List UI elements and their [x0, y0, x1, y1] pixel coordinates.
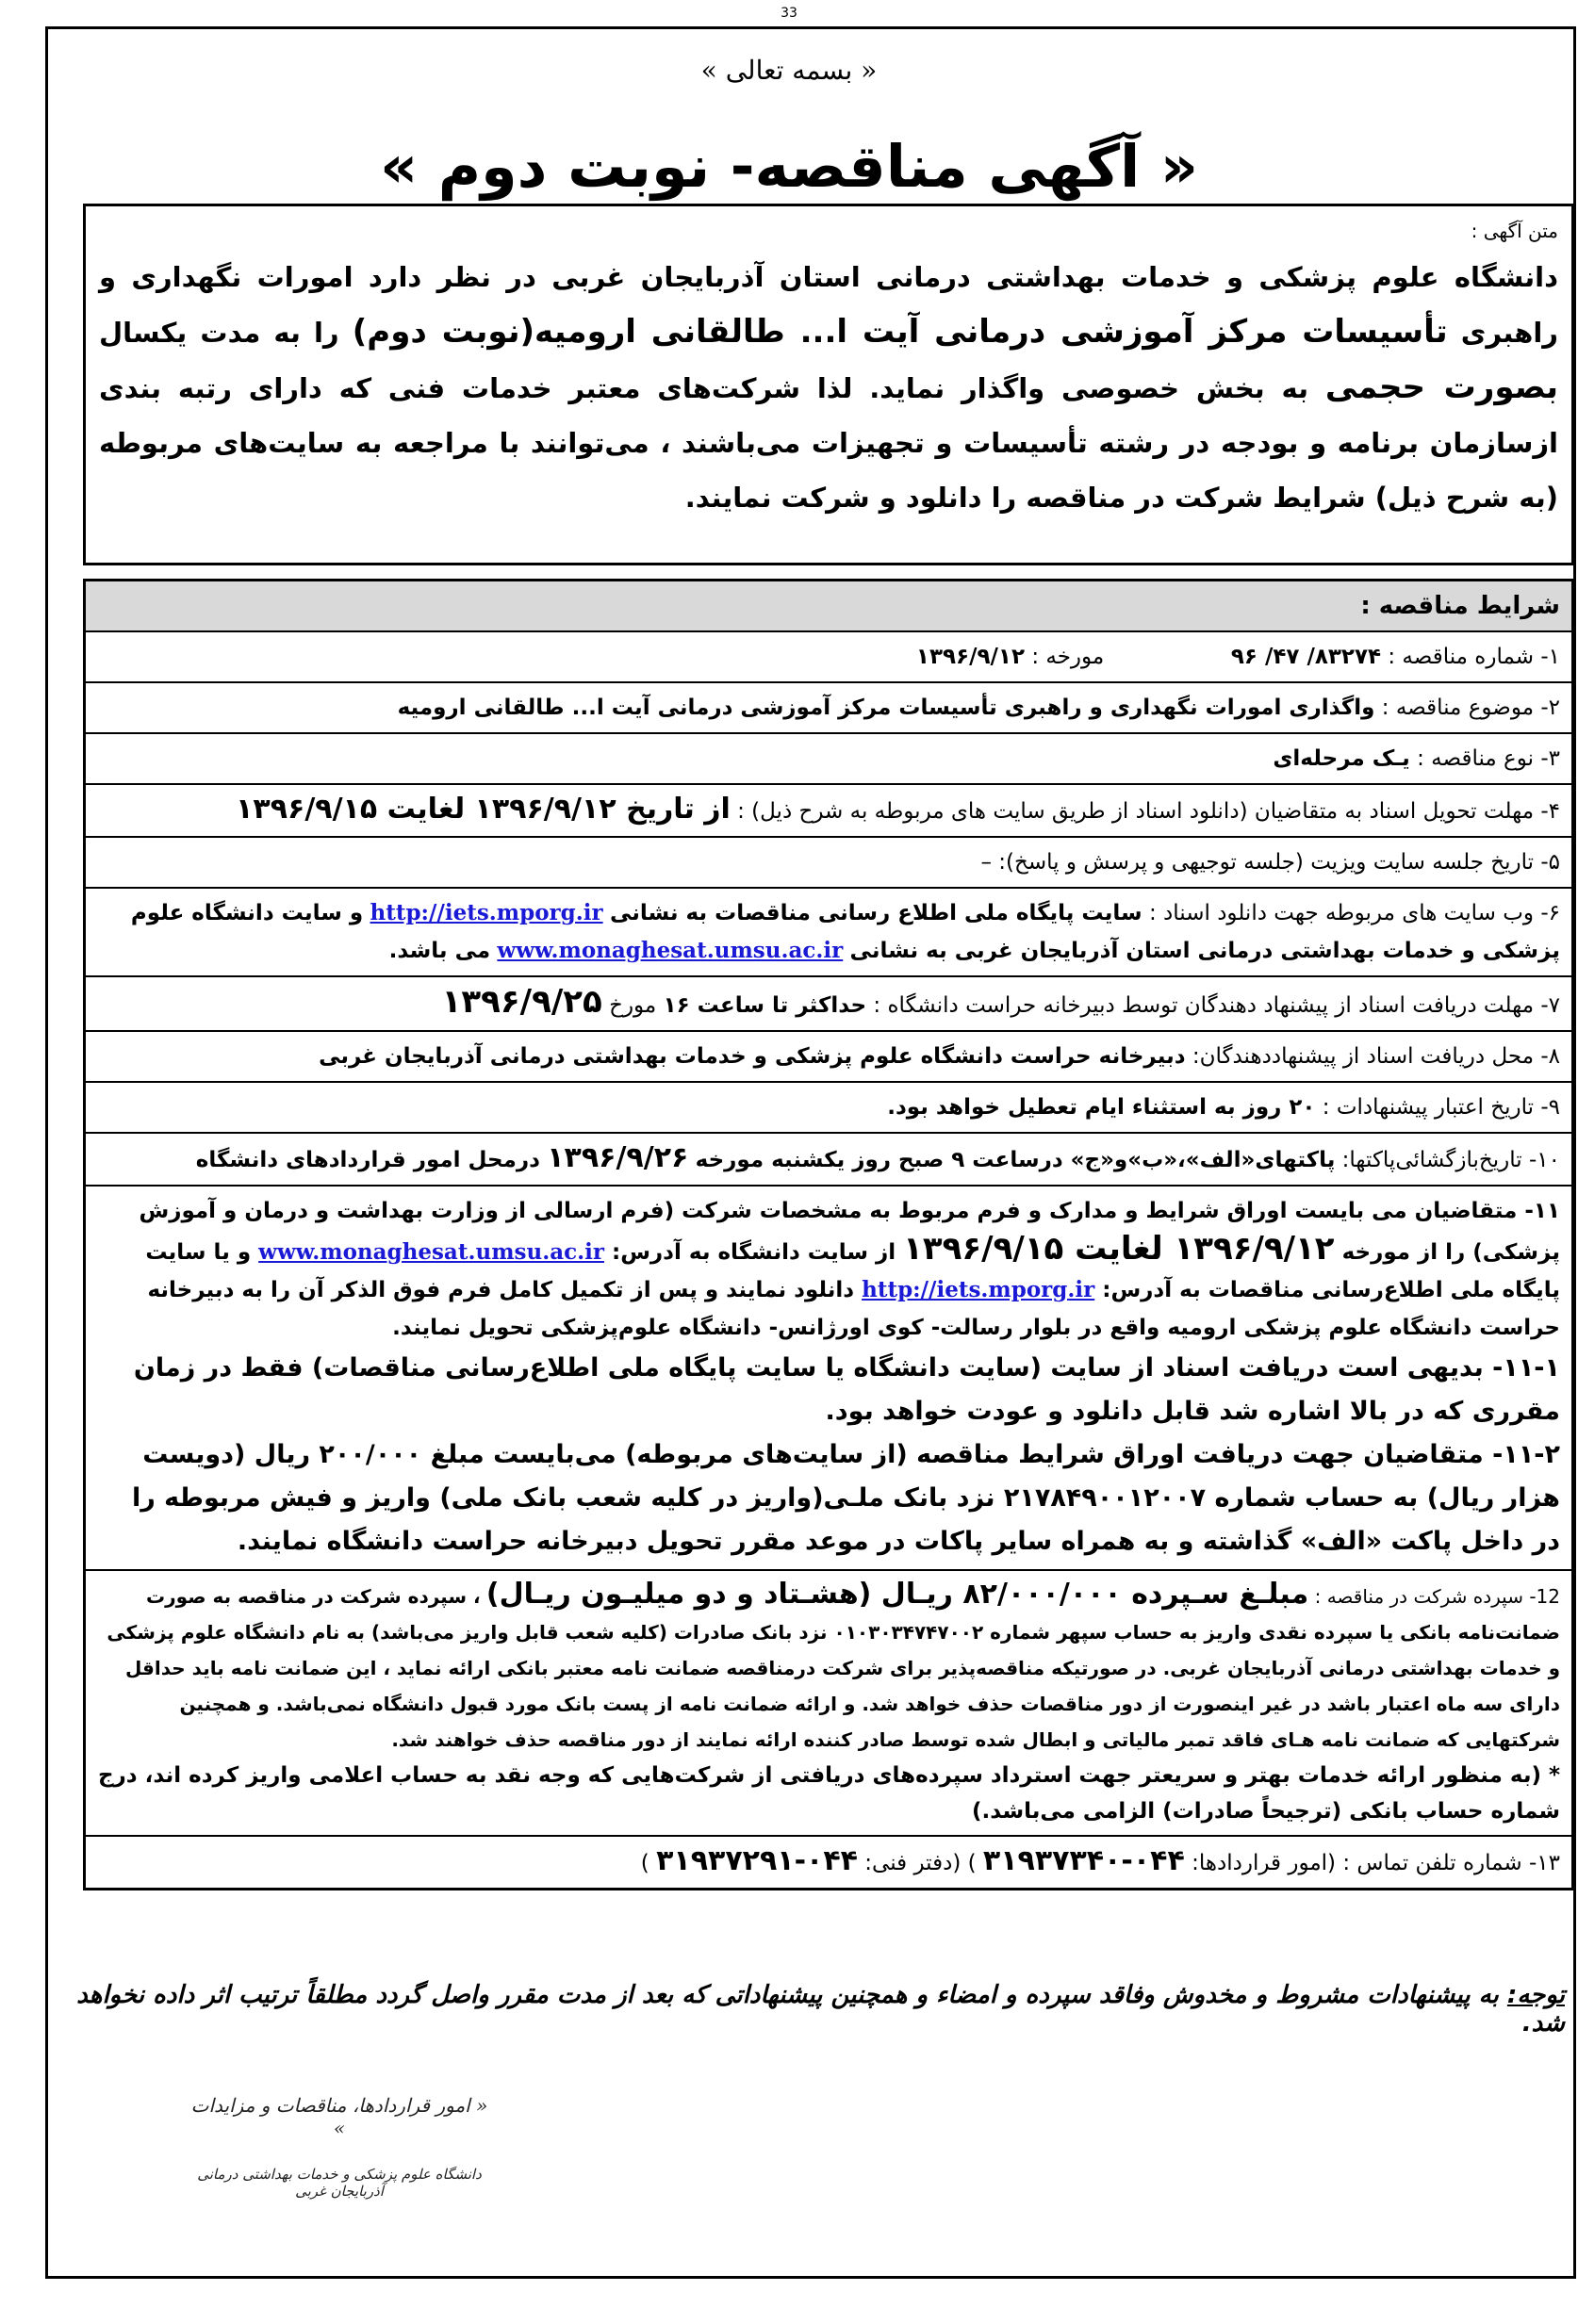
phone-contracts: ۰۴۴-۳۱۹۳۷۳۴۰	[982, 1844, 1185, 1877]
condition-row-3	[86, 734, 1571, 785]
websites-text-3: می باشد.	[388, 939, 491, 963]
intro-part2: را به مدت یکسال	[99, 317, 339, 349]
condition-row-13	[86, 1837, 1571, 1888]
deposit-label: 12- سپرده شرکت در مناقصه :	[1314, 1585, 1560, 1608]
conditions-table	[83, 579, 1574, 1890]
phone-mid: ) (دفتر فنی:	[864, 1851, 977, 1875]
opening-text: پاکتهای«الف»،«ب»و«ج» درساعت ۹ صبح روز یکشنبه مورخه	[695, 1148, 1336, 1172]
condition-row-1	[86, 632, 1571, 683]
intro-facility-name: تأسیسات مرکز آموزشی درمانی آیت ا... طالقانی ارومیه(نوبت دوم)	[352, 313, 1448, 351]
submission-deadline-mid: مورخ	[609, 993, 657, 1018]
intro-text	[99, 250, 1558, 525]
condition-row-2	[86, 683, 1571, 734]
site-visit-label: ۵- تاریخ جلسه سایت ویزیت (جلسه توجیهی و پرسش و پاسخ): –	[980, 850, 1560, 875]
validity-label: ۹- تاریخ اعتبار پیشنهادات :	[1322, 1095, 1560, 1120]
intro-volume-basis: بصورت حجمی	[1324, 368, 1558, 406]
deposit-note: * (به منظور ارائه خدمات بهتر و سریعتر جهت استرداد سپرده‌های دریافتی از شرکت‌هایی که وجه نقد به حساب اعلامی واریز کرده اند، درج شماره حساب بانکی (ترجیحاً صادرات) الزامی می‌باشد.)	[97, 1763, 1560, 1824]
signature-block	[189, 2094, 490, 2200]
intro-part1: دانشگاه علوم پزشکی و خدمات بهداشتی درمانی استان آذربایجان غربی در نظر دارد امورات نگهداری و راهبری	[99, 261, 1558, 349]
conditions-header: شرایط مناقصه :	[86, 581, 1571, 632]
clause-11-dates: ۱۳۹۶/۹/۱۲ لغایت ۱۳۹۶/۹/۱۵	[903, 1230, 1335, 1268]
tender-date: ۱۳۹۶/۹/۱۲	[915, 645, 1025, 669]
opening-date: ۱۳۹۶/۹/۲۶	[547, 1141, 689, 1174]
tender-date-label: مورخه :	[1031, 645, 1105, 669]
bismillah-header: « بسمه تعالی »	[700, 55, 878, 86]
phone-technical: ۰۴۴-۳۱۹۳۷۲۹۱	[656, 1844, 858, 1877]
validity-value: ۲۰ روز به استثناء ایام تعطیل خواهد بود.	[887, 1095, 1316, 1120]
intro-part3: به بخش خصوصی واگذار نماید. لذا شرکت‌های معتبر خدمات فنی که دارای رتبه بندی ازسازمان برنامه و بودجه در رشته تأسیسات و تجهیزات می‌باشند ، می‌توانند با مراجعه به سایت‌های مربوطه (به شرح ذیل) شرایط شرکت در مناقصه را دانلود و شرکت نمایند.	[99, 372, 1558, 514]
submission-deadline-time: حداکثر تا ساعت ۱۶	[663, 993, 867, 1018]
opening-place: درمحل امور قراردادهای دانشگاه	[195, 1148, 540, 1172]
condition-row-9	[86, 1083, 1571, 1134]
condition-row-7	[86, 977, 1571, 1032]
note-text: به پیشنهادات مشروط و مخدوش وفاقد سپرده و امضاء و همچنین پیشنهاداتی که بعد از مدت مقرر واصل گردد مطلقاً ترتیب اثر داده نخواهد شد.	[76, 1981, 1565, 2038]
websites-text-1: سایت پایگاه ملی اطلاع رسانی مناقصات به نشانی	[609, 901, 1142, 925]
submission-deadline-label: ۷- مهلت دریافت اسناد از پیشنهاد دهندگان توسط دبیرخانه حراست دانشگاه :	[873, 993, 1560, 1018]
clause-11-iets-link[interactable]: http://iets.mporg.ir	[862, 1277, 1095, 1302]
note-label: توجه:	[1506, 1981, 1565, 2009]
submission-place: دبیرخانه حراست دانشگاه علوم پزشکی و خدمات بهداشتی درمانی آذربایجان غربی	[319, 1044, 1186, 1069]
monaghesat-link[interactable]: www.monaghesat.umsu.ac.ir	[497, 938, 844, 963]
tender-type: یـک مرحله‌ای	[1273, 746, 1410, 771]
condition-row-11	[86, 1187, 1571, 1571]
iets-link[interactable]: http://iets.mporg.ir	[370, 900, 603, 925]
page-title: « آگهی مناقصه- نوبت دوم »	[380, 132, 1198, 201]
websites-label: ۶- وب سایت های مربوطه جهت دانلود اسناد :	[1148, 901, 1560, 925]
clause-11-2: ۱۱-۲- متقاضیان جهت دریافت اوراق شرایط مناقصه (از سایت‌های مربوطه) می‌بایست مبلغ ۲۰۰/۰۰۰ ریال (دویست هزار ریال) به حساب شماره ۲۱۷۸۴۹۰۰۱۲۰۰۷ نزد بانک ملـی(واریز در کلیه شعب بانک ملی) واریز و فیش مربوطه را در داخل پاکت «الف» گذاشته و به همراه سایر پاکات در موعد مقرر تحویل دبیرخانه حراست دانشگاه نمایند.	[131, 1440, 1560, 1556]
signature-university: دانشگاه علوم پزشکی و خدمات بهداشتی درمانی آذربایجان غربی	[197, 2166, 482, 2200]
clause-11-monaghesat-link[interactable]: www.monaghesat.umsu.ac.ir	[258, 1239, 604, 1265]
condition-row-5	[86, 838, 1571, 889]
page-number: 33	[781, 6, 797, 21]
tender-number: ۸۳۲۷۴/ ۴۷/ ۹۶	[1230, 645, 1382, 669]
clause-11-iets-label: و یا سایت پایگاه ملی اطلاع‌رسانی مناقصات به آدرس:	[145, 1240, 1560, 1302]
condition-row-12	[86, 1571, 1571, 1837]
tender-number-label: ۱- شماره مناقصه :	[1388, 645, 1560, 669]
condition-row-4	[86, 785, 1571, 838]
clause-11-1: ۱۱-۱- بدیهی است دریافت اسناد از سایت (سایت دانشگاه یا سایت پایگاه ملی اطلاع‌رسانی مناقصات) فقط در زمان مقرری که در بالا اشاره شد قابل دانلود و عودت خواهد بود.	[133, 1353, 1560, 1426]
websites-text-2: و سایت دانشگاه علوم پزشکی و خدمات بهداشتی درمانی استان آذربایجان غربی به نشانی	[130, 901, 1560, 963]
condition-row-10	[86, 1134, 1571, 1187]
clause-11-site-label: از سایت دانشگاه به آدرس:	[612, 1240, 896, 1265]
phone-label: ۱۳- شماره تلفن تماس : (امور قراردادها:	[1192, 1851, 1560, 1875]
deposit-amount: مبلـغ سـپرده ۸۲/۰۰۰/۰۰۰ ریـال (هشـتاد و دو میلیـون ریـال)	[485, 1578, 1309, 1611]
doc-delivery-period: از تاریخ ۱۳۹۶/۹/۱۲ لغایت ۱۳۹۶/۹/۱۵	[236, 793, 731, 826]
footer-note	[53, 1981, 1565, 2038]
tender-subject: واگذاری امورات نگهداری و راهبری تأسیسات مرکز آموزشی درمانی آیت ا... طالقانی ارومیه	[397, 696, 1375, 720]
deposit-text: ، سپرده شرکت در مناقصه به صورت ضمانت‌نامه بانکی یا سپرده نقدی واریز به حساب سپهر شماره ۰۱۰۳۰۳۴۷۴۷۰۰۲ نزد بانک صادرات (کلیه شعب قابل واریز می‌باشد) به نام دانشگاه علوم پزشکی و خدمات بهداشتی درمانی آذربایجان غربی. در صورتیکه مناقصه‌پذیر برای شرکت درمناقصه ضمانت نامه معتبر بانکی ارائه نماید ، این ضمانت نامه باید حداقل دارای سه ماه اعتبار باشد در غیر اینصورت از دور مناقصات حذف خواهد شد. و ارائه ضمانت نامه از پست بانک مورد قبول دانشگاه نمی‌باشد. و همچنین شرکتهایی که ضمانت نامه هـای فاقد تمبر مالیاتی و ابطال شده توسط صادر کننده ارائه نمایند از دور مناقصه حذف خواهند شد.	[107, 1585, 1560, 1751]
intro-box	[83, 204, 1574, 565]
opening-label: ۱۰- تاریخ‌بازگشائی‌پاکتها:	[1341, 1148, 1560, 1172]
condition-row-8	[86, 1032, 1571, 1083]
submission-deadline-date: ۱۳۹۶/۹/۲۵	[441, 983, 602, 1021]
condition-row-6	[86, 889, 1571, 977]
signature-office: « امور قراردادها، مناقصات و مزایدات »	[190, 2094, 488, 2139]
clause-11-intro: ۱۱- متقاضیان می بایست اوراق شرایط و مدارک و فرم مربوط به مشخصات شرکت (فرم ارسالی از وزارت بهداشت و درمان و آموزش پزشکی) را از مورخه	[139, 1199, 1560, 1265]
tender-type-label: ۳- نوع مناقصه :	[1417, 746, 1560, 771]
intro-label: متن آگهی :	[1471, 220, 1558, 242]
tender-subject-label: ۲- موضوع مناقصه :	[1381, 696, 1560, 720]
clause-11-instructions: دانلود نمایند و پس از تکمیل کامل فرم فوق الذکر آن را به دبیرخانه حراست دانشگاه علوم پزشکی ارومیه واقع در بلوار رسالت- کوی اورژانس- دانشگاه علوم‌پزشکی تحویل نمایند.	[147, 1278, 1560, 1340]
phone-end: )	[640, 1851, 649, 1875]
doc-delivery-label: ۴- مهلت تحویل اسناد به متقاضیان (دانلود اسناد از طریق سایت های مربوطه به شرح ذیل) :	[737, 799, 1560, 824]
submission-place-label: ۸- محل دریافت اسناد از پیشنهاددهندگان:	[1192, 1044, 1560, 1069]
